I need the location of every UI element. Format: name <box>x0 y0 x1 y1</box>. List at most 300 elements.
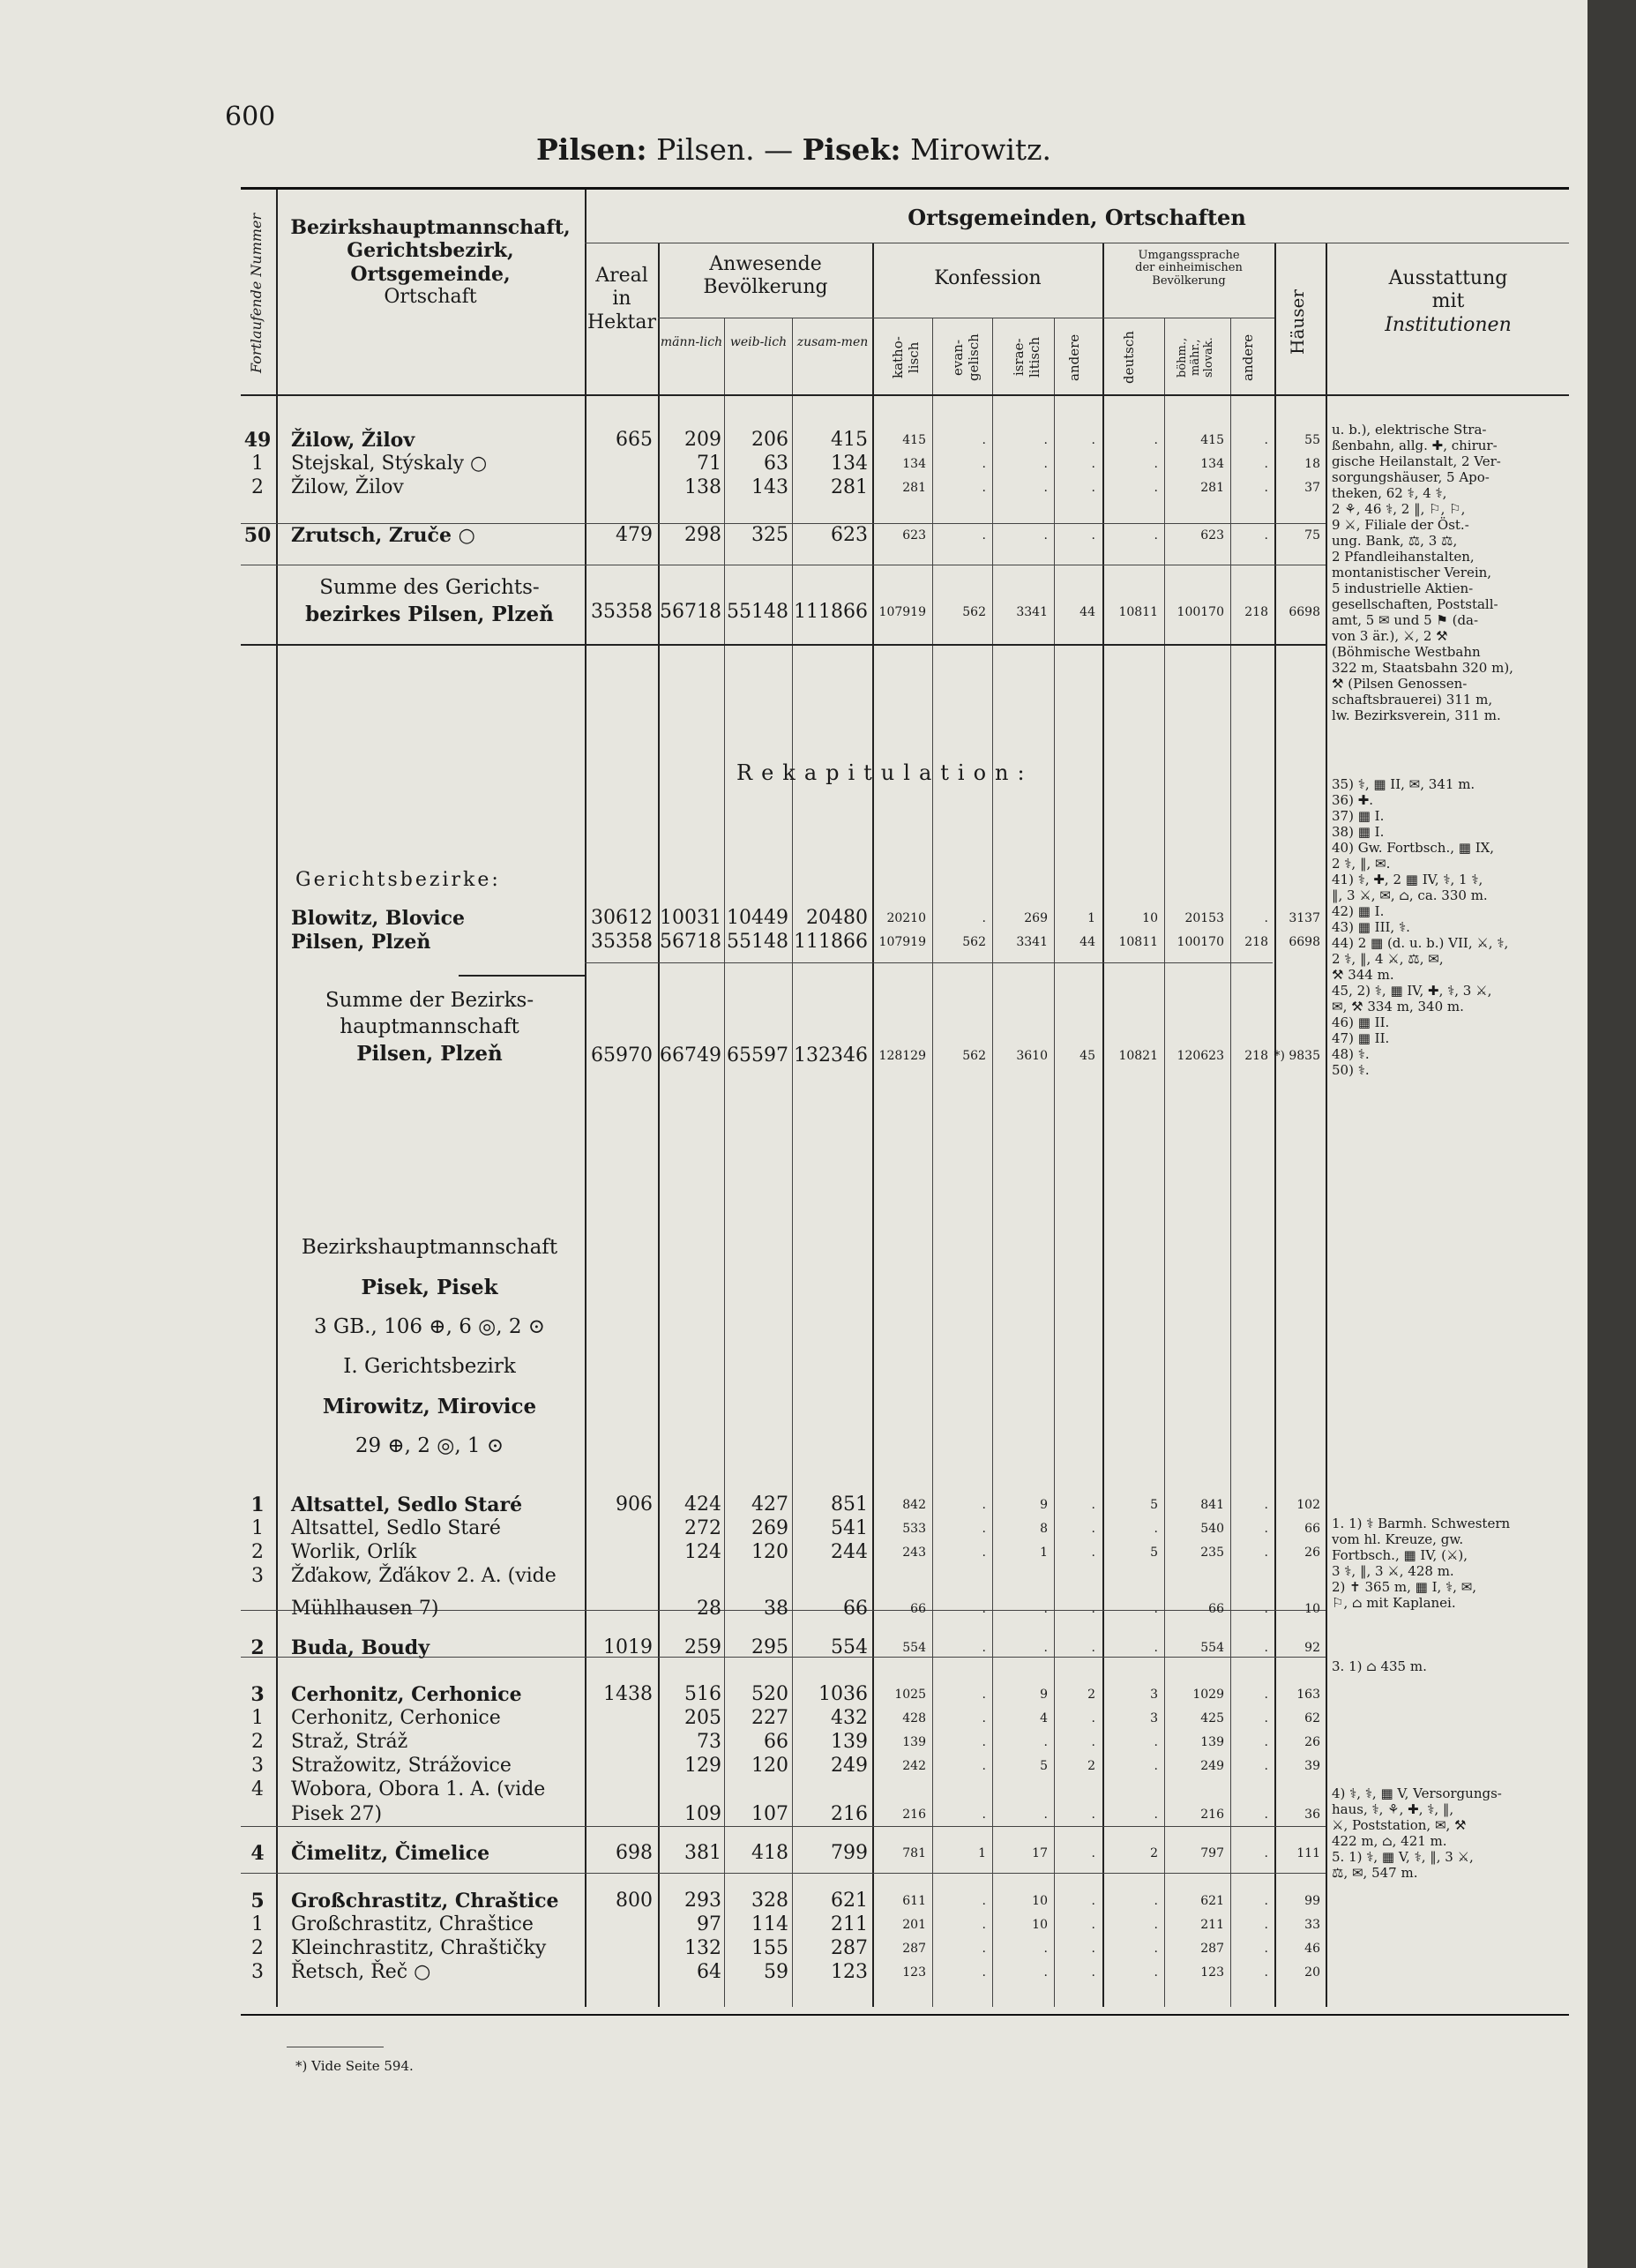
notes-bottom <box>1332 1516 1570 1881</box>
cell-d: . <box>1154 1522 1158 1536</box>
cell-w: 120 <box>751 1755 788 1777</box>
cell-i: 4 <box>1040 1711 1048 1725</box>
cell-k: 107919 <box>878 605 926 619</box>
cell-k: 243 <box>902 1546 926 1560</box>
cell-name: Žilow, Žilov <box>291 476 404 498</box>
cell-e: . <box>982 911 986 925</box>
cell-nr: 2 <box>251 1937 264 1959</box>
cell-nr: 1 <box>251 1913 264 1935</box>
cell-so: . <box>1264 1965 1268 1980</box>
cell-h: 26 <box>1304 1546 1320 1560</box>
cell-m: 272 <box>684 1517 721 1539</box>
cell-m: 205 <box>684 1707 721 1729</box>
cell-e: . <box>982 1546 986 1560</box>
cell-e: . <box>982 481 986 495</box>
cell-e: . <box>982 1894 986 1908</box>
cell-nr: 1 <box>251 1517 264 1539</box>
note-line: montanistischer Verein, <box>1332 565 1492 580</box>
cell-m: 209 <box>684 429 721 451</box>
cell-d: 5 <box>1150 1546 1158 1560</box>
col-header-katholisch: katho-lisch <box>890 336 922 378</box>
col-header-ausstattung <box>1327 267 1569 337</box>
cell-k: 415 <box>902 433 926 447</box>
cell-z: 554 <box>831 1636 868 1658</box>
cell-w: 38 <box>764 1598 788 1620</box>
table-row <box>0 1493 1587 1517</box>
cell-an: . <box>1091 1498 1095 1512</box>
pisek-line: I. Gerichtsbezirk <box>343 1355 516 1378</box>
cell-w: 227 <box>751 1707 788 1729</box>
cell-z: 621 <box>831 1890 868 1912</box>
cell-z: 415 <box>831 429 868 451</box>
cell-d: . <box>1154 1759 1158 1773</box>
cell-k: 139 <box>902 1735 926 1749</box>
cell-h: 18 <box>1304 457 1320 471</box>
table-row <box>0 1889 1587 1913</box>
cell-w: 206 <box>751 429 788 451</box>
cell-a: 1438 <box>603 1683 653 1705</box>
cell-name: Řetsch, Řeč ○ <box>291 1961 431 1983</box>
cell-z: 541 <box>831 1517 868 1539</box>
cell-bo: 66 <box>1208 1602 1224 1616</box>
cell-d: 10811 <box>1118 605 1158 619</box>
header-line: Ausstattung <box>1388 267 1508 289</box>
cell-a: 35358 <box>591 931 653 953</box>
note-line <box>1332 1722 1570 1738</box>
cell-so: . <box>1264 1641 1268 1655</box>
cell-name: Žilow, Žilov <box>291 429 415 452</box>
cell-z: 111866 <box>794 931 868 953</box>
cell-name: Worlik, Orlík <box>291 1541 417 1563</box>
cell-so: . <box>1264 1546 1268 1560</box>
cell-so: 218 <box>1244 605 1268 619</box>
cell-i: . <box>1043 1602 1048 1616</box>
note-line: lw. Bezirksverein, 311 m. <box>1332 707 1501 723</box>
cell-d: 2 <box>1150 1846 1158 1860</box>
cell-i: 17 <box>1032 1846 1048 1860</box>
cell-k: 781 <box>902 1846 926 1860</box>
cell-e: . <box>982 1735 986 1749</box>
cell-an: 1 <box>1087 911 1095 925</box>
cell-k: 287 <box>902 1942 926 1956</box>
cell-so: . <box>1264 1942 1268 1956</box>
cell-an: . <box>1091 1808 1095 1822</box>
cell-d: 5 <box>1150 1498 1158 1512</box>
cell-so: . <box>1264 1602 1268 1616</box>
col-header-bevoelkerung <box>659 253 872 300</box>
cell-e: . <box>982 1602 986 1616</box>
cell-d: . <box>1154 1602 1158 1616</box>
rekapitulation-title: Rekapitulation: <box>736 760 1034 785</box>
rekap-label: Gerichtsbezirke: <box>295 869 501 891</box>
cell-w: 120 <box>751 1541 788 1563</box>
cell-i: . <box>1043 528 1048 543</box>
cell-h: 6698 <box>1289 605 1320 619</box>
cell-m: 516 <box>684 1683 721 1705</box>
cell-z: 432 <box>831 1707 868 1729</box>
col-header-zusammen: zusam-men <box>796 335 869 349</box>
cell-z: 1036 <box>818 1683 868 1705</box>
cell-m: 424 <box>684 1493 721 1516</box>
cell-so: . <box>1264 433 1268 447</box>
cell-an: . <box>1091 1546 1095 1560</box>
cell-a: 800 <box>616 1890 653 1912</box>
pisek-line: Mirowitz, Mirovice <box>322 1395 537 1418</box>
cell-a: 665 <box>616 429 653 451</box>
pisek-line: Bezirkshauptmannschaft <box>301 1236 558 1259</box>
cell-i: . <box>1043 1641 1048 1655</box>
cell-bo: 249 <box>1200 1759 1224 1773</box>
cell-w: 520 <box>751 1683 788 1705</box>
col-header-evangelisch: evan-gelisch <box>950 333 982 381</box>
cell-h: 6698 <box>1289 935 1320 949</box>
page-edge <box>1587 0 1636 2268</box>
header-line: Bezirkshauptmannschaft, <box>290 216 571 239</box>
cell-z: 134 <box>831 453 868 475</box>
cell-h: 62 <box>1304 1711 1320 1725</box>
cell-a: 906 <box>616 1493 653 1516</box>
cell-nr: 50 <box>243 524 272 547</box>
cell-so: . <box>1264 1735 1268 1749</box>
cell-nr: 4 <box>250 1842 265 1865</box>
cell-so: . <box>1264 1522 1268 1536</box>
note-line <box>1332 1643 1570 1658</box>
cell-so: . <box>1264 1846 1268 1860</box>
col-header-bezirk <box>280 216 581 310</box>
cell-h: 10 <box>1304 1602 1320 1616</box>
cell-i: 10 <box>1032 1918 1048 1932</box>
cell-name: Žďakow, Žďákov 2. A. (vide <box>291 1565 557 1587</box>
cell-z: 851 <box>831 1493 868 1516</box>
cell-m: 381 <box>684 1842 721 1864</box>
cell-k: 66 <box>910 1602 926 1616</box>
cell-z: 281 <box>831 476 868 498</box>
notes-numbered <box>1332 776 1552 1078</box>
cell-so: . <box>1264 528 1268 543</box>
col-header-konf-andere: andere <box>1066 333 1082 381</box>
summe-line: Pilsen, Plzeň <box>356 1041 503 1066</box>
cell-e: 562 <box>962 605 986 619</box>
cell-k: 216 <box>902 1808 926 1822</box>
cell-k: 107919 <box>878 935 926 949</box>
note-line: u. b.), elektrische Stra- <box>1332 422 1487 438</box>
cell-z: 111866 <box>794 601 868 623</box>
cell-a: 30612 <box>591 907 653 929</box>
cell-so: 218 <box>1244 935 1268 949</box>
footnote: *) Vide Seite 594. <box>295 2058 414 2074</box>
cell-so: 218 <box>1244 1049 1268 1063</box>
cell-w: 59 <box>764 1961 788 1983</box>
cell-w: 269 <box>751 1517 788 1539</box>
cell-m: 259 <box>684 1636 721 1658</box>
note-line: 3 ⚕, ‖, 3 ⚔, 428 m. <box>1332 1563 1454 1579</box>
cell-i: 10 <box>1032 1894 1048 1908</box>
header-line: Bevölkerung <box>1152 273 1226 288</box>
cell-d: . <box>1154 433 1158 447</box>
cell-k: 611 <box>902 1894 926 1908</box>
note-line <box>1332 1738 1570 1754</box>
cell-i: . <box>1043 433 1048 447</box>
cell-d: 10 <box>1142 911 1158 925</box>
cell-h: 99 <box>1304 1894 1320 1908</box>
cell-w: 55148 <box>727 931 788 953</box>
col-header-boehmisch: böhm., mähr., slovak. <box>1176 337 1215 378</box>
title-part: Pilsen. — <box>646 132 803 167</box>
cell-m: 64 <box>697 1961 721 1983</box>
cell-h: 75 <box>1304 528 1320 543</box>
cell-name: Blowitz, Blovice <box>291 907 466 930</box>
cell-m: 124 <box>684 1541 721 1563</box>
cell-d: . <box>1154 1735 1158 1749</box>
note-line: 35) ⚕, ▦ II, ✉, 341 m. <box>1332 776 1475 792</box>
cell-m: 28 <box>697 1598 721 1620</box>
note-line: 1. 1) ⚕ Barmh. Schwestern <box>1332 1516 1511 1531</box>
cell-bo: 841 <box>1200 1498 1224 1512</box>
cell-w: 63 <box>764 453 788 475</box>
cell-h: 66 <box>1304 1522 1320 1536</box>
cell-w: 328 <box>751 1890 788 1912</box>
cell-bo: 281 <box>1200 481 1224 495</box>
cell-h: 102 <box>1296 1498 1320 1512</box>
header-line: mit <box>1431 290 1465 313</box>
cell-name: Großchrastitz, Chraštice <box>291 1913 534 1935</box>
note-line: 47) ▦ II. <box>1332 1030 1390 1046</box>
cell-bo: 123 <box>1200 1965 1224 1980</box>
summe-line: hauptmannschaft <box>340 1014 519 1038</box>
cell-e: . <box>982 1522 986 1536</box>
note-line: ⚒ 344 m. <box>1332 967 1394 983</box>
table-row <box>0 1912 1587 1937</box>
pisek-heading <box>280 1228 579 1466</box>
col-header-weiblich: weib-lich <box>729 335 788 349</box>
cell-i: . <box>1043 1808 1048 1822</box>
header-line: Areal <box>595 265 648 287</box>
cell-a: 65970 <box>591 1044 653 1067</box>
cell-name: Čimelitz, Čimelice <box>291 1842 490 1865</box>
cell-k: 623 <box>902 528 926 543</box>
note-line: gesellschaften, Poststall- <box>1332 596 1498 612</box>
cell-h: 26 <box>1304 1735 1320 1749</box>
note-line: 43) ▦ III, ⚕. <box>1332 919 1410 935</box>
cell-so: . <box>1264 1498 1268 1512</box>
cell-z: 139 <box>831 1731 868 1753</box>
header-line: Bevölkerung <box>703 276 828 299</box>
note-line: 9 ⚔, Filiale der Öst.- <box>1332 517 1469 533</box>
pisek-line: 3 GB., 106 ⊕, 6 ◎, 2 ⊙ <box>313 1315 546 1338</box>
cell-h: 163 <box>1296 1688 1320 1702</box>
cell-an: . <box>1091 1918 1095 1932</box>
note-line: 48) ⚕. <box>1332 1046 1370 1062</box>
note-line: theken, 62 ⚕, 4 ⚕, <box>1332 485 1447 501</box>
cell-e: . <box>982 1711 986 1725</box>
note-line: schaftsbrauerei) 311 m, <box>1332 692 1493 707</box>
cell-an: . <box>1091 1641 1095 1655</box>
note-line <box>1332 1674 1570 1690</box>
cell-z: 211 <box>831 1913 868 1935</box>
summe-line: Summe des Gerichts- <box>319 576 540 599</box>
cell-i: 1 <box>1040 1546 1048 1560</box>
cell-d: . <box>1154 528 1158 543</box>
cell-h: 39 <box>1304 1759 1320 1773</box>
title-part: Pisek: <box>802 132 901 167</box>
note-line: ⚐, ⌂ mit Kaplanei. <box>1332 1595 1456 1611</box>
page-title <box>0 132 1587 167</box>
note-line: vom hl. Kreuze, gw. <box>1332 1531 1464 1547</box>
cell-d: 3 <box>1150 1711 1158 1725</box>
note-line: haus, ⚕, ⚘, ✚, ⚕, ‖, <box>1332 1801 1454 1817</box>
cell-nr: 2 <box>251 476 264 498</box>
cell-m: 66749 <box>660 1044 721 1067</box>
cell-bo: 797 <box>1200 1846 1224 1860</box>
cell-m: 73 <box>697 1731 721 1753</box>
note-line: von 3 är.), ⚔, 2 ⚒ <box>1332 628 1448 644</box>
cell-so: . <box>1264 1894 1268 1908</box>
note-line <box>1332 1770 1570 1785</box>
cell-k: 842 <box>902 1498 926 1512</box>
cell-m: 129 <box>684 1755 721 1777</box>
col-header-group: Ortsgemeinden, Ortschaften <box>908 205 1246 230</box>
col-header-umgangssprache <box>1103 250 1274 288</box>
note-line: 322 m, Staatsbahn 320 m), <box>1332 660 1513 676</box>
note-line: 2 ⚕, ‖, ✉. <box>1332 856 1391 872</box>
cell-bo: 139 <box>1200 1735 1224 1749</box>
cell-nr: 2 <box>251 1541 264 1563</box>
note-line: (Böhmische Westbahn <box>1332 644 1481 660</box>
header-line: Ortschaft <box>384 286 477 309</box>
note-line <box>1332 1611 1570 1627</box>
cell-nr: 3 <box>251 1961 264 1983</box>
cell-k: 20210 <box>886 911 926 925</box>
cell-h: 36 <box>1304 1808 1320 1822</box>
cell-d: 3 <box>1150 1688 1158 1702</box>
note-line: 46) ▦ II. <box>1332 1014 1390 1030</box>
cell-an: . <box>1091 1965 1095 1980</box>
cell-bo: 134 <box>1200 457 1224 471</box>
cell-nr: 1 <box>251 453 264 475</box>
cell-h: 111 <box>1296 1846 1320 1860</box>
cell-so: . <box>1264 457 1268 471</box>
note-line: 40) Gw. Fortbsch., ▦ IX, <box>1332 840 1495 856</box>
cell-nr: 2 <box>251 1731 264 1753</box>
cell-z: 244 <box>831 1541 868 1563</box>
cell-an: . <box>1091 1711 1095 1725</box>
cell-d: . <box>1154 1942 1158 1956</box>
cell-name: Mühlhausen 7) <box>291 1598 439 1620</box>
col-header-areal <box>586 265 658 334</box>
cell-h: *) 9835 <box>1274 1049 1320 1063</box>
cell-so: . <box>1264 1759 1268 1773</box>
note-line: 5. 1) ⚕, ▦ V, ⚕, ‖, 3 ⚔, <box>1332 1849 1474 1865</box>
cell-z: 799 <box>831 1842 868 1864</box>
cell-so: . <box>1264 481 1268 495</box>
cell-h: 20 <box>1304 1965 1320 1980</box>
cell-bo: 554 <box>1200 1641 1224 1655</box>
cell-e: . <box>982 1965 986 1980</box>
header-line: der einheimischen <box>1135 261 1243 275</box>
header-line: in <box>612 288 631 311</box>
note-line: ung. Bank, ⚖, 3 ⚖, <box>1332 533 1458 549</box>
cell-nr: 5 <box>250 1890 265 1912</box>
cell-i: 269 <box>1024 911 1048 925</box>
cell-z: 623 <box>831 524 868 546</box>
cell-h: 46 <box>1304 1942 1320 1956</box>
cell-i: 9 <box>1040 1688 1048 1702</box>
cell-d: 10821 <box>1118 1049 1158 1063</box>
cell-name: Altsattel, Sedlo Staré <box>291 1517 501 1539</box>
cell-an: 44 <box>1079 935 1095 949</box>
cell-bo: 415 <box>1200 433 1224 447</box>
title-part: Pilsen: <box>535 132 647 167</box>
cell-k: 554 <box>902 1641 926 1655</box>
cell-e: 562 <box>962 935 986 949</box>
header-line: Hektar <box>586 311 656 333</box>
cell-z: 66 <box>843 1598 868 1620</box>
cell-w: 295 <box>751 1636 788 1658</box>
note-line: sorgungshäuser, 5 Apo- <box>1332 469 1490 485</box>
cell-w: 66 <box>764 1731 788 1753</box>
cell-e: . <box>982 1918 986 1932</box>
cell-e: 562 <box>962 1049 986 1063</box>
cell-m: 132 <box>684 1937 721 1959</box>
cell-w: 143 <box>751 476 788 498</box>
col-header-konfession: Konfession <box>934 267 1042 289</box>
cell-k: 533 <box>902 1522 926 1536</box>
cell-k: 428 <box>902 1711 926 1725</box>
cell-h: 92 <box>1304 1641 1320 1655</box>
cell-i: . <box>1043 1942 1048 1956</box>
note-line: 36) ✚. <box>1332 792 1374 808</box>
cell-bo: 120623 <box>1177 1049 1224 1063</box>
header-line: Ortsgemeinde, <box>350 262 511 286</box>
cell-so: . <box>1264 911 1268 925</box>
title-part: Mirowitz. <box>900 132 1052 167</box>
note-line: 422 m, ⌂, 421 m. <box>1332 1833 1447 1849</box>
note-line: ✉, ⚒ 334 m, 340 m. <box>1332 999 1464 1014</box>
cell-an: . <box>1091 481 1095 495</box>
cell-an: 2 <box>1087 1759 1095 1773</box>
cell-m: 138 <box>684 476 721 498</box>
cell-i: 3341 <box>1016 605 1048 619</box>
header-line: Anwesende <box>709 253 822 275</box>
cell-e: . <box>982 1641 986 1655</box>
note-line: ⚖, ✉, 547 m. <box>1332 1865 1418 1881</box>
cell-e: . <box>982 1498 986 1512</box>
cell-m: 293 <box>684 1890 721 1912</box>
col-header-sprache-andere: andere <box>1240 333 1256 381</box>
summe-gb-label <box>280 575 579 628</box>
summe-line: Summe der Bezirks- <box>325 989 534 1012</box>
cell-i: . <box>1043 457 1048 471</box>
cell-m: 56718 <box>660 601 721 623</box>
cell-m: 298 <box>684 524 721 546</box>
cell-nr: 2 <box>250 1636 265 1659</box>
cell-k: 128129 <box>878 1049 926 1063</box>
pisek-line: 29 ⊕, 2 ◎, 1 ⊙ <box>355 1434 504 1457</box>
cell-m: 10031 <box>660 907 721 929</box>
notes-top <box>1332 422 1552 723</box>
note-line: Fortbsch., ▦ IV, (⚔), <box>1332 1547 1468 1563</box>
cell-name: Buda, Boudy <box>291 1636 430 1659</box>
note-line: 2 ⚘, 46 ⚕, 2 ‖, ⚐, ⚐, <box>1332 501 1466 517</box>
cell-e: . <box>982 457 986 471</box>
cell-w: 65597 <box>727 1044 788 1067</box>
cell-k: 281 <box>902 481 926 495</box>
cell-name: Zrutsch, Zruče ○ <box>291 524 475 547</box>
cell-m: 71 <box>697 453 721 475</box>
cell-h: 55 <box>1304 433 1320 447</box>
cell-bo: 211 <box>1200 1918 1224 1932</box>
cell-so: . <box>1264 1711 1268 1725</box>
